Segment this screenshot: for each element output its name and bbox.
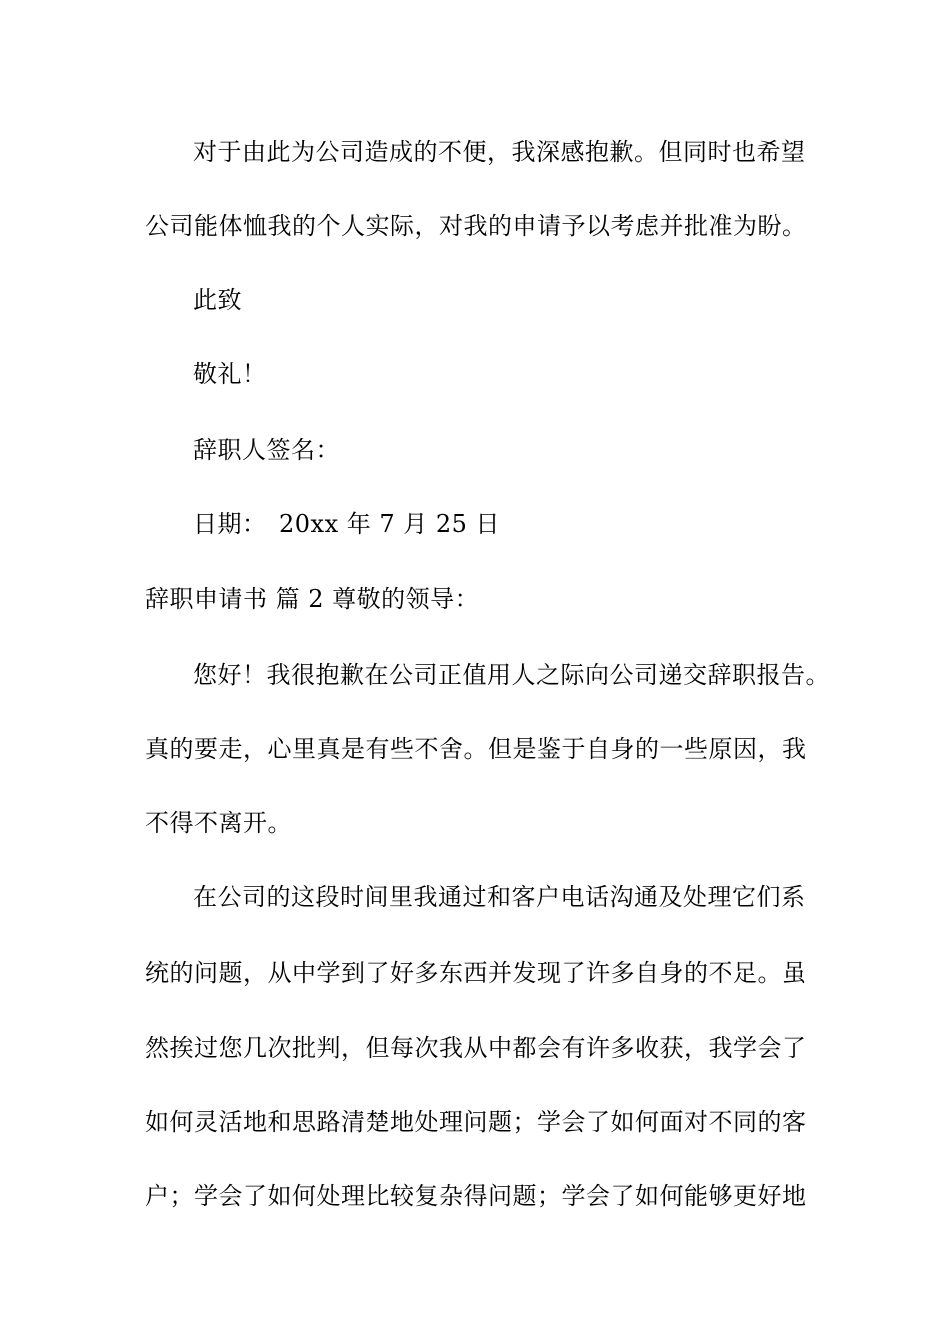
signature-label: 辞职人签名：: [193, 436, 340, 464]
date-line: 日期： 20xx 年 7 月 25 日: [193, 510, 501, 538]
closing-salutation: 此致: [193, 286, 242, 314]
paragraph-line: 统的问题，从中学到了好多东西并发现了许多自身的不足。虽: [145, 959, 807, 987]
paragraph-line: 真的要走，心里真是有些不舍。但是鉴于自身的一些原因，我: [145, 735, 807, 763]
paragraph-line: 在公司的这段时间里我通过和客户电话沟通及处理它们系: [193, 883, 806, 911]
paragraph-line: 然挨过您几次批判，但每次我从中都会有许多收获，我学会了: [145, 1034, 807, 1062]
paragraph-line: 如何灵活地和思路清楚地处理问题；学会了如何面对不同的客: [145, 1108, 807, 1136]
paragraph-line: 户；学会了如何处理比较复杂得问题；学会了如何能够更好地: [145, 1182, 807, 1210]
paragraph-line: 您好！我很抱歉在公司正值用人之际向公司递交辞职报告。: [193, 661, 830, 689]
section-heading: 辞职申请书 篇 2 尊敬的领导：: [145, 585, 480, 613]
paragraph-line: 不得不离开。: [145, 809, 292, 837]
closing-regards: 敬礼！: [193, 360, 267, 388]
paragraph-line: 公司能体恤我的个人实际，对我的申请予以考虑并批准为盼。: [145, 212, 807, 240]
paragraph-line: 对于由此为公司造成的不便，我深感抱歉。但同时也希望: [193, 138, 806, 166]
